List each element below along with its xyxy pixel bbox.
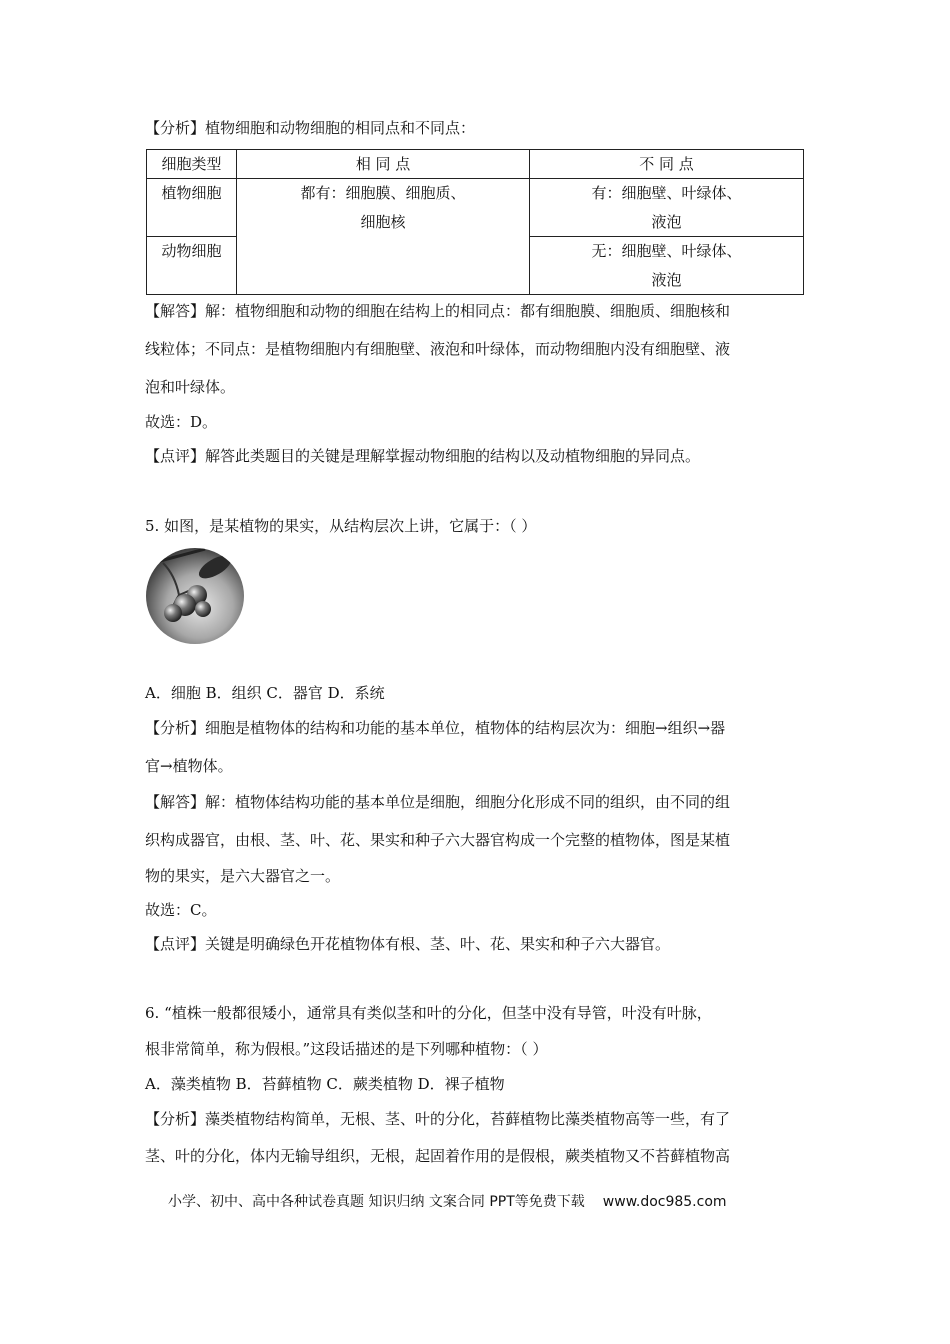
q5-choice: 故选：C。 bbox=[145, 901, 217, 919]
footer-url-link[interactable]: www.doc985.com bbox=[602, 1194, 727, 1210]
row-label-plant: 植物细胞 bbox=[147, 179, 237, 237]
q6-question-line-2: 根非常简单，称为假根。”这段话描述的是下列哪种植物：（ ） bbox=[145, 1040, 548, 1058]
q4-answer-line-1: 【解答】解：植物细胞和动物的细胞在结构上的相同点：都有细胞膜、细胞质、细胞核和 bbox=[145, 302, 731, 320]
fruit-photo bbox=[145, 547, 245, 645]
q5-analysis-line-2: 官→植物体。 bbox=[145, 757, 233, 775]
row-label-animal: 动物细胞 bbox=[147, 237, 237, 295]
page-footer bbox=[168, 1191, 727, 1211]
q5-comment: 【点评】关键是明确绿色开花植物体有根、茎、叶、花、果实和种子六大器官。 bbox=[145, 935, 671, 953]
q4-answer-line-3: 泡和叶绿体。 bbox=[145, 378, 236, 396]
animal-diff-cell: 无：细胞壁、叶绿体、 液泡 bbox=[530, 237, 804, 295]
q4-answer-line-2: 线粒体；不同点：是植物细胞内有细胞壁、液泡和叶绿体，而动物细胞内没有细胞壁、液 bbox=[145, 340, 731, 358]
q5-analysis-line-1: 【分析】细胞是植物体的结构和功能的基本单位，植物体的结构层次为：细胞→组织→器 bbox=[145, 719, 726, 737]
cell-comparison-table bbox=[146, 149, 804, 295]
q5-question: 5. 如图，是某植物的果实，从结构层次上讲，它属于：（ ） bbox=[145, 517, 537, 535]
q5-answer-line-3: 物的果实，是六大器官之一。 bbox=[145, 867, 341, 885]
same-points-cell: 都有：细胞膜、细胞质、 细胞核 bbox=[237, 179, 530, 295]
header-same: 相 同 点 bbox=[237, 150, 530, 179]
plant-diff-cell: 有：细胞壁、叶绿体、 液泡 bbox=[530, 179, 804, 237]
q6-question-line-1: 6. “植株一般都很矮小，通常具有类似茎和叶的分化，但茎中没有导管，叶没有叶脉， bbox=[145, 1004, 712, 1022]
q4-comment: 【点评】解答此类题目的关键是理解掌握动物细胞的结构以及动植物细胞的异同点。 bbox=[145, 447, 701, 465]
q6-options: A．藻类植物 B．苔藓植物 C．蕨类植物 D．裸子植物 bbox=[145, 1075, 505, 1093]
footer-text: 小学、初中、高中各种试卷真题 知识归纳 文案合同 PPT等免费下载 bbox=[168, 1194, 585, 1210]
header-diff: 不 同 点 bbox=[530, 150, 804, 179]
q6-analysis-line-1: 【分析】藻类植物结构简单，无根、茎、叶的分化，苔藓植物比藻类植物高等一些，有了 bbox=[145, 1110, 731, 1128]
header-cell-type: 细胞类型 bbox=[147, 150, 237, 179]
q5-answer-line-2: 织构成器官，由根、茎、叶、花、果实和种子六大器官构成一个完整的植物体，图是某植 bbox=[145, 831, 731, 849]
q5-options: A．细胞 B．组织 C．器官 D．系统 bbox=[145, 684, 385, 702]
q4-choice: 故选：D。 bbox=[145, 413, 218, 431]
analysis-heading: 【分析】植物细胞和动物细胞的相同点和不同点： bbox=[145, 119, 476, 137]
q6-analysis-line-2: 茎、叶的分化，体内无输导组织，无根，起固着作用的是假根，蕨类植物又不苔藓植物高 bbox=[145, 1147, 731, 1165]
q5-answer-line-1: 【解答】解：植物体结构功能的基本单位是细胞，细胞分化形成不同的组织，由不同的组 bbox=[145, 793, 731, 811]
